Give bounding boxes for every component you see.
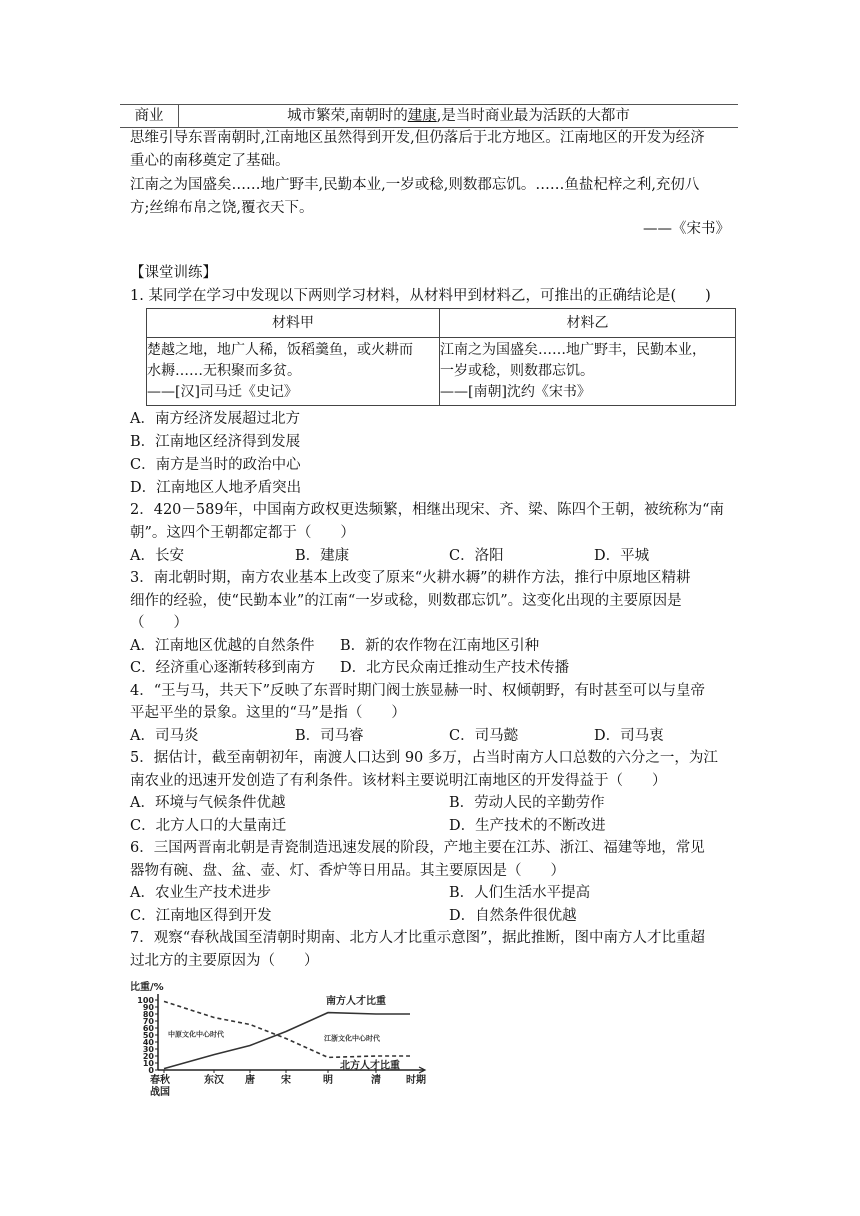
material-a-line: 水耨……无积聚而多贫。 bbox=[147, 363, 301, 379]
commerce-content: 城市繁荣,南朝时的建康,是当时商业最为活跃的大都市 bbox=[287, 108, 630, 124]
q4-option-d[interactable]: D．司马衷 bbox=[594, 728, 664, 744]
thinking-line-1: 思维引导东晋南朝时,江南地区虽然得到开发,但仍落后于北方地区。江南地区的开发为经济 bbox=[130, 130, 705, 146]
q3-option-b[interactable]: B．新的农作物在江南地区引种 bbox=[340, 638, 540, 654]
era-annotation-jiangzhe: 江浙文化中心时代 bbox=[324, 1034, 380, 1043]
y-tick-label: 40 bbox=[142, 1038, 154, 1047]
talent-ratio-chart bbox=[128, 978, 438, 1100]
y-tick-label: 100 bbox=[137, 996, 154, 1005]
q5-option-b[interactable]: B．劳动人民的辛勤劳作 bbox=[449, 795, 605, 811]
thinking-source: ——《宋书》 bbox=[643, 221, 730, 237]
q5-option-c[interactable]: C．北方人口的大量南迁 bbox=[130, 818, 287, 834]
material-b-line: 一岁或稔，则数郡忘饥。 bbox=[440, 363, 594, 379]
q1-option-a[interactable]: A．南方经济发展超过北方 bbox=[130, 411, 300, 427]
q2-line-1: 2．420－589年，中国南方政权更迭频繁，相继出现宋、齐、梁、陈四个王朝，被统称为“南 bbox=[130, 502, 724, 518]
q2-option-d[interactable]: D．平城 bbox=[594, 548, 650, 564]
y-tick-label: 0 bbox=[148, 1066, 154, 1075]
q2-option-a[interactable]: A．长安 bbox=[130, 548, 184, 564]
thinking-line-3: 江南之为国盛矣……地广野丰,民勤本业,一岁或稔,则数郡忘饥。……鱼盐杞梓之利,充仞八 bbox=[130, 177, 700, 193]
q5-line-2: 南农业的迅速开发创造了有利条件。该材料主要说明江南地区的开发得益于（ ） bbox=[130, 773, 667, 789]
q3-line-2: 细作的经验，使“民勤本业”的江南“一岁或稔，则数郡忘饥”。这变化出现的主要原因是 bbox=[130, 593, 682, 609]
q3-line-3: （ ） bbox=[130, 615, 188, 631]
y-tick-label: 50 bbox=[142, 1031, 154, 1040]
material-a-head: 材料甲 bbox=[147, 309, 440, 338]
q1-material-table bbox=[146, 308, 736, 406]
x-tick-label: 宋 bbox=[281, 1075, 291, 1086]
q6-option-b[interactable]: B．人们生活水平提高 bbox=[449, 885, 591, 901]
q6-option-a[interactable]: A．农业生产技术进步 bbox=[130, 885, 271, 901]
q5-option-a[interactable]: A．环境与气候条件优越 bbox=[130, 795, 286, 811]
material-a-line: ——[汉]司马迁《史记》 bbox=[147, 384, 298, 400]
q1-stem: 1. 某同学在学习中发现以下两则学习材料，从材料甲到材料乙，可推出的正确结论是( ) bbox=[130, 288, 711, 304]
q7-line-1: 7．观察“春秋战国至清朝时期南、北方人才比重示意图”，据此推断，图中南方人才比重超 bbox=[130, 930, 706, 946]
q3-option-d[interactable]: D．北方民众南迁推动生产技术传播 bbox=[340, 660, 570, 676]
q5-option-d[interactable]: D．生产技术的不断改进 bbox=[449, 818, 606, 834]
y-axis-label: 比重/% bbox=[130, 982, 164, 993]
q3-line-1: 3．南北朝时期，南方农业基本上改变了原来“火耕水耨”的耕作方法，推行中原地区精耕 bbox=[130, 570, 691, 586]
q3-option-a[interactable]: A．江南地区优越的自然条件 bbox=[130, 638, 315, 654]
q1-option-c[interactable]: C．南方是当时的政治中心 bbox=[130, 457, 301, 473]
q7-line-2: 过北方的主要原因为（ ） bbox=[130, 953, 319, 969]
q6-option-c[interactable]: C．江南地区得到开发 bbox=[130, 908, 272, 924]
thinking-line-2: 重心的南移奠定了基础。 bbox=[130, 153, 290, 169]
north-series-label: 北方人才比重 bbox=[340, 1060, 400, 1072]
y-tick-label: 10 bbox=[142, 1059, 154, 1068]
q6-line-2: 器物有碗、盘、盆、壶、灯、香炉等日用品。其主要原因是（ ） bbox=[130, 863, 565, 879]
material-a-line: 楚越之地，地广人稀，饭稻羹鱼，或火耕而 bbox=[147, 342, 413, 358]
q2-option-b[interactable]: B．建康 bbox=[295, 548, 350, 564]
q4-option-b[interactable]: B．司马睿 bbox=[295, 728, 364, 744]
q1-option-b[interactable]: B．江南地区经济得到发展 bbox=[130, 434, 301, 450]
commerce-table-row bbox=[120, 104, 738, 128]
y-tick-label: 60 bbox=[142, 1024, 154, 1033]
x-axis-label: 时期 bbox=[406, 1075, 426, 1086]
y-tick-label: 30 bbox=[142, 1045, 154, 1054]
y-tick-label: 80 bbox=[142, 1010, 154, 1019]
x-tick-label: 东汉 bbox=[204, 1075, 224, 1086]
material-a-body bbox=[147, 338, 440, 405]
q6-option-d[interactable]: D．自然条件很优越 bbox=[449, 908, 577, 924]
x-tick-label: 唐 bbox=[245, 1075, 255, 1086]
south-series-label: 南方人才比重 bbox=[326, 996, 386, 1008]
q2-option-c[interactable]: C．洛阳 bbox=[449, 548, 504, 564]
x-tick-label: 清 bbox=[371, 1075, 381, 1086]
y-tick-label: 70 bbox=[142, 1017, 154, 1026]
q4-line-1: 4．“王与马，共天下”反映了东晋时期门阀士族显赫一时、权倾朝野，有时甚至可以与皇帝 bbox=[130, 683, 706, 699]
commerce-label: 商业 bbox=[120, 105, 179, 127]
y-tick-label: 90 bbox=[142, 1003, 154, 1012]
thinking-line-4: 方;丝绵布帛之饶,覆衣天下。 bbox=[130, 200, 314, 216]
q6-line-1: 6．三国两晋南北朝是青瓷制造迅速发展的阶段，产地主要在江苏、浙江、福建等地，常见 bbox=[130, 840, 705, 856]
q2-line-2: 朝”。这四个王朝都定都于（ ） bbox=[130, 525, 355, 541]
q5-line-1: 5．据估计，截至南朝初年，南渡人口达到 90 多万，占当时南方人口总数的六分之一，为江 bbox=[130, 750, 718, 766]
material-b-body bbox=[440, 338, 735, 405]
x-tick-label: 春秋 bbox=[150, 1075, 170, 1086]
material-b-line: 江南之为国盛矣……地广野丰，民勤本业， bbox=[440, 342, 706, 358]
q1-option-d[interactable]: D．江南地区人地矛盾突出 bbox=[130, 480, 302, 496]
y-tick-label: 20 bbox=[142, 1052, 154, 1061]
material-b-line: ——[南朝]沈约《宋书》 bbox=[440, 384, 591, 400]
material-b-head: 材料乙 bbox=[440, 309, 735, 338]
q4-line-2: 平起平坐的景象。这里的“马”是指（ ） bbox=[130, 705, 406, 721]
era-annotation-central-plains: 中原文化中心时代 bbox=[168, 1030, 224, 1039]
x-tick-label-line2: 战国 bbox=[150, 1087, 170, 1098]
section-title: 【课堂训练】 bbox=[130, 265, 217, 281]
north-talent-line bbox=[164, 1001, 410, 1057]
x-tick-label: 明 bbox=[323, 1075, 333, 1086]
q3-option-c[interactable]: C．经济重心逐渐转移到南方 bbox=[130, 660, 316, 676]
q4-option-a[interactable]: A．司马炎 bbox=[130, 728, 199, 744]
jiankang-underlined: 建康 bbox=[407, 108, 437, 124]
q4-option-c[interactable]: C．司马懿 bbox=[449, 728, 519, 744]
